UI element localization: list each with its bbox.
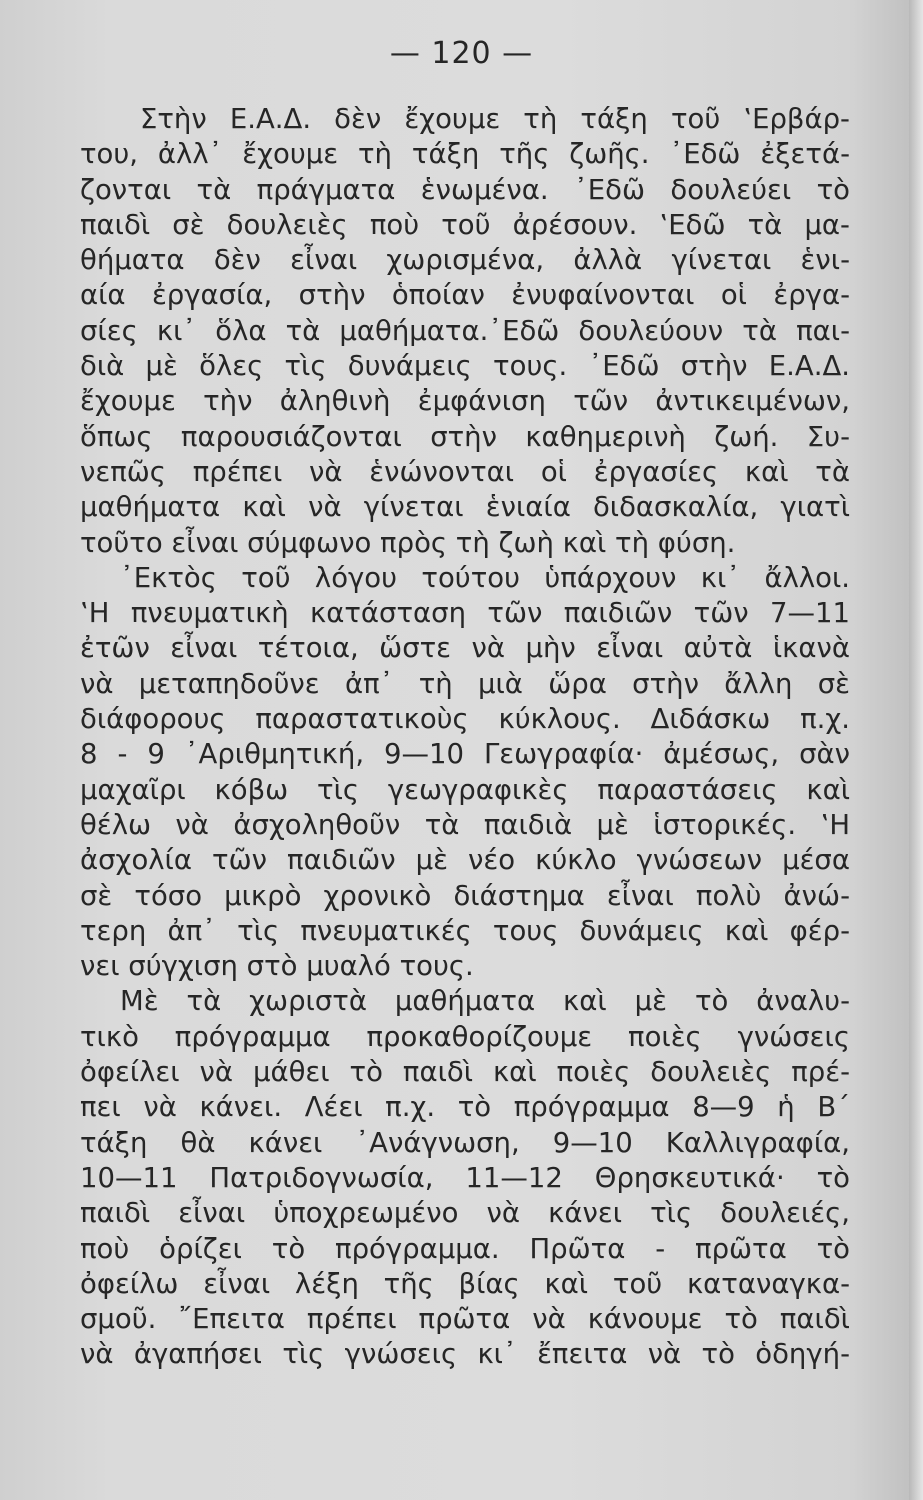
text-line: τοῦτο εἶναι σύμφωνο πρὸς τὴ ζωὴ καὶ τὴ φύση. [80, 526, 736, 559]
text-line: τάξη θὰ κάνει ᾽Ανάγνωση, 9—10 Καλλιγραφία, [80, 1126, 850, 1159]
text-line: ᾽Εκτὸς τοῦ λόγου τούτου ὑπάρχουν κι᾽ ἄλλοι. [120, 561, 850, 594]
text-line: παιδὶ σὲ δουλειὲς ποὺ τοῦ ἀρέσουν. ‛Εδῶ τὰ μα- [80, 208, 850, 241]
text-line: νεπῶς πρέπει νὰ ἑνώνονται οἱ ἐργασίες καὶ τὰ [80, 455, 850, 488]
text-line: Μὲ τὰ χωριστὰ μαθήματα καὶ μὲ τὸ ἀναλυ- [120, 985, 850, 1018]
text-line: ἔχουμε τὴν ἀληθινὴ ἐμφάνιση τῶν ἀντικειμένων, [80, 385, 850, 418]
text-line: Στὴν Ε.Α.Δ. δὲν ἔχουμε τὴ τάξη τοῦ ‛Ερβάρ- [140, 103, 850, 135]
text-line: ‛Η πνευματικὴ κατάσταση τῶν παιδιῶν τῶν 7—11 [80, 597, 850, 630]
text-line: διάφορους παραστατικοὺς κύκλους. Διδάσκω π.χ. [80, 703, 850, 736]
text-line: παιδὶ εἶναι ὑποχρεωμένο νὰ κάνει τὶς δουλειές, [80, 1197, 850, 1230]
text-line: νὰ μεταπηδοῦνε ἀπ᾽ τὴ μιὰ ὥρα στὴν ἄλλη σὲ [80, 667, 850, 700]
text-line: ἀσχολία τῶν παιδιῶν μὲ νέο κύκλο γνώσεων μέσα [80, 844, 850, 877]
text-line: ποὺ ὁρίζει τὸ πρόγραμμα. Πρῶτα - πρῶτα τὸ [80, 1232, 850, 1265]
page-number: — 120 — [389, 36, 534, 71]
text-line: τερη ἀπ᾽ τὶς πνευματικές τους δυνάμεις καὶ φέρ- [80, 914, 850, 947]
text-line: μαχαῖρι κόβω τὶς γεωγραφικὲς παραστάσεις καὶ [80, 773, 850, 806]
text-line: ὀφείλει νὰ μάθει τὸ παιδὶ καὶ ποιὲς δουλειὲς πρέ- [80, 1056, 850, 1089]
body-text [80, 102, 850, 1373]
text-line: μαθήματα καὶ νὰ γίνεται ἑνιαία διδασκαλία, γιατὶ [80, 491, 850, 524]
text-line: νὰ ἀγαπήσει τὶς γνώσεις κι᾽ ἔπειτα νὰ τὸ ὁδηγή- [80, 1338, 850, 1371]
text-line: 8 - 9 ᾽Αριθμητική, 9—10 Γεωγραφία· ἀμέσως, σὰν [80, 738, 850, 771]
text-line: πει νὰ κάνει. Λέει π.χ. τὸ πρόγραμμα 8—9 ἡ Β΄ [80, 1091, 850, 1124]
text-line: ζονται τὰ πράγματα ἑνωμένα. ᾽Εδῶ δουλεύει τὸ [80, 173, 850, 206]
text-line: τικὸ πρόγραμμα προκαθορίζουμε ποιὲς γνώσεις [80, 1020, 850, 1053]
text-line: ὀφείλω εἶναι λέξη τῆς βίας καὶ τοῦ καταναγκα- [80, 1267, 850, 1300]
text-line: θέλω νὰ ἀσχοληθοῦν τὰ παιδιὰ μὲ ἱστορικές. ‛Η [80, 808, 850, 841]
text-line: σίες κι᾽ ὅλα τὰ μαθήματα.᾽Εδῶ δουλεύουν τὰ παι- [80, 314, 850, 347]
text-line: του, ἀλλ᾽ ἔχουμε τὴ τάξη τῆς ζωῆς. ᾽Εδῶ ἐξετά- [80, 138, 850, 171]
page-edge-shadow [909, 0, 923, 1500]
text-line: ὅπως παρουσιάζονται στὴν καθημερινὴ ζωή. Συ- [80, 420, 850, 453]
text-line: νει σύγχιση στὸ μυαλό τους. [80, 950, 474, 983]
text-line: σὲ τόσο μικρὸ χρονικὸ διάστημα εἶναι πολὺ ἀνώ- [80, 879, 850, 912]
text-line: διὰ μὲ ὅλες τὶς δυνάμεις τους. ᾽Εδῶ στὴν Ε.Α.Δ. [80, 350, 850, 383]
text-line: θήματα δὲν εἶναι χωρισμένα, ἀλλὰ γίνεται ἑνι- [80, 244, 850, 277]
text-line: ἐτῶν εἶναι τέτοια, ὥστε νὰ μὴν εἶναι αὐτὰ ἱκανὰ [80, 632, 850, 665]
text-line: 10—11 Πατριδογνωσία, 11—12 Θρησκευτικά· τὸ [80, 1161, 850, 1194]
text-line: σμοῦ. ῎Επειτα πρέπει πρῶτα νὰ κάνουμε τὸ παιδὶ [80, 1303, 850, 1336]
text-line: αία ἐργασία, στὴν ὁποίαν ἐνυφαίνονται οἱ ἐργα- [80, 279, 850, 312]
